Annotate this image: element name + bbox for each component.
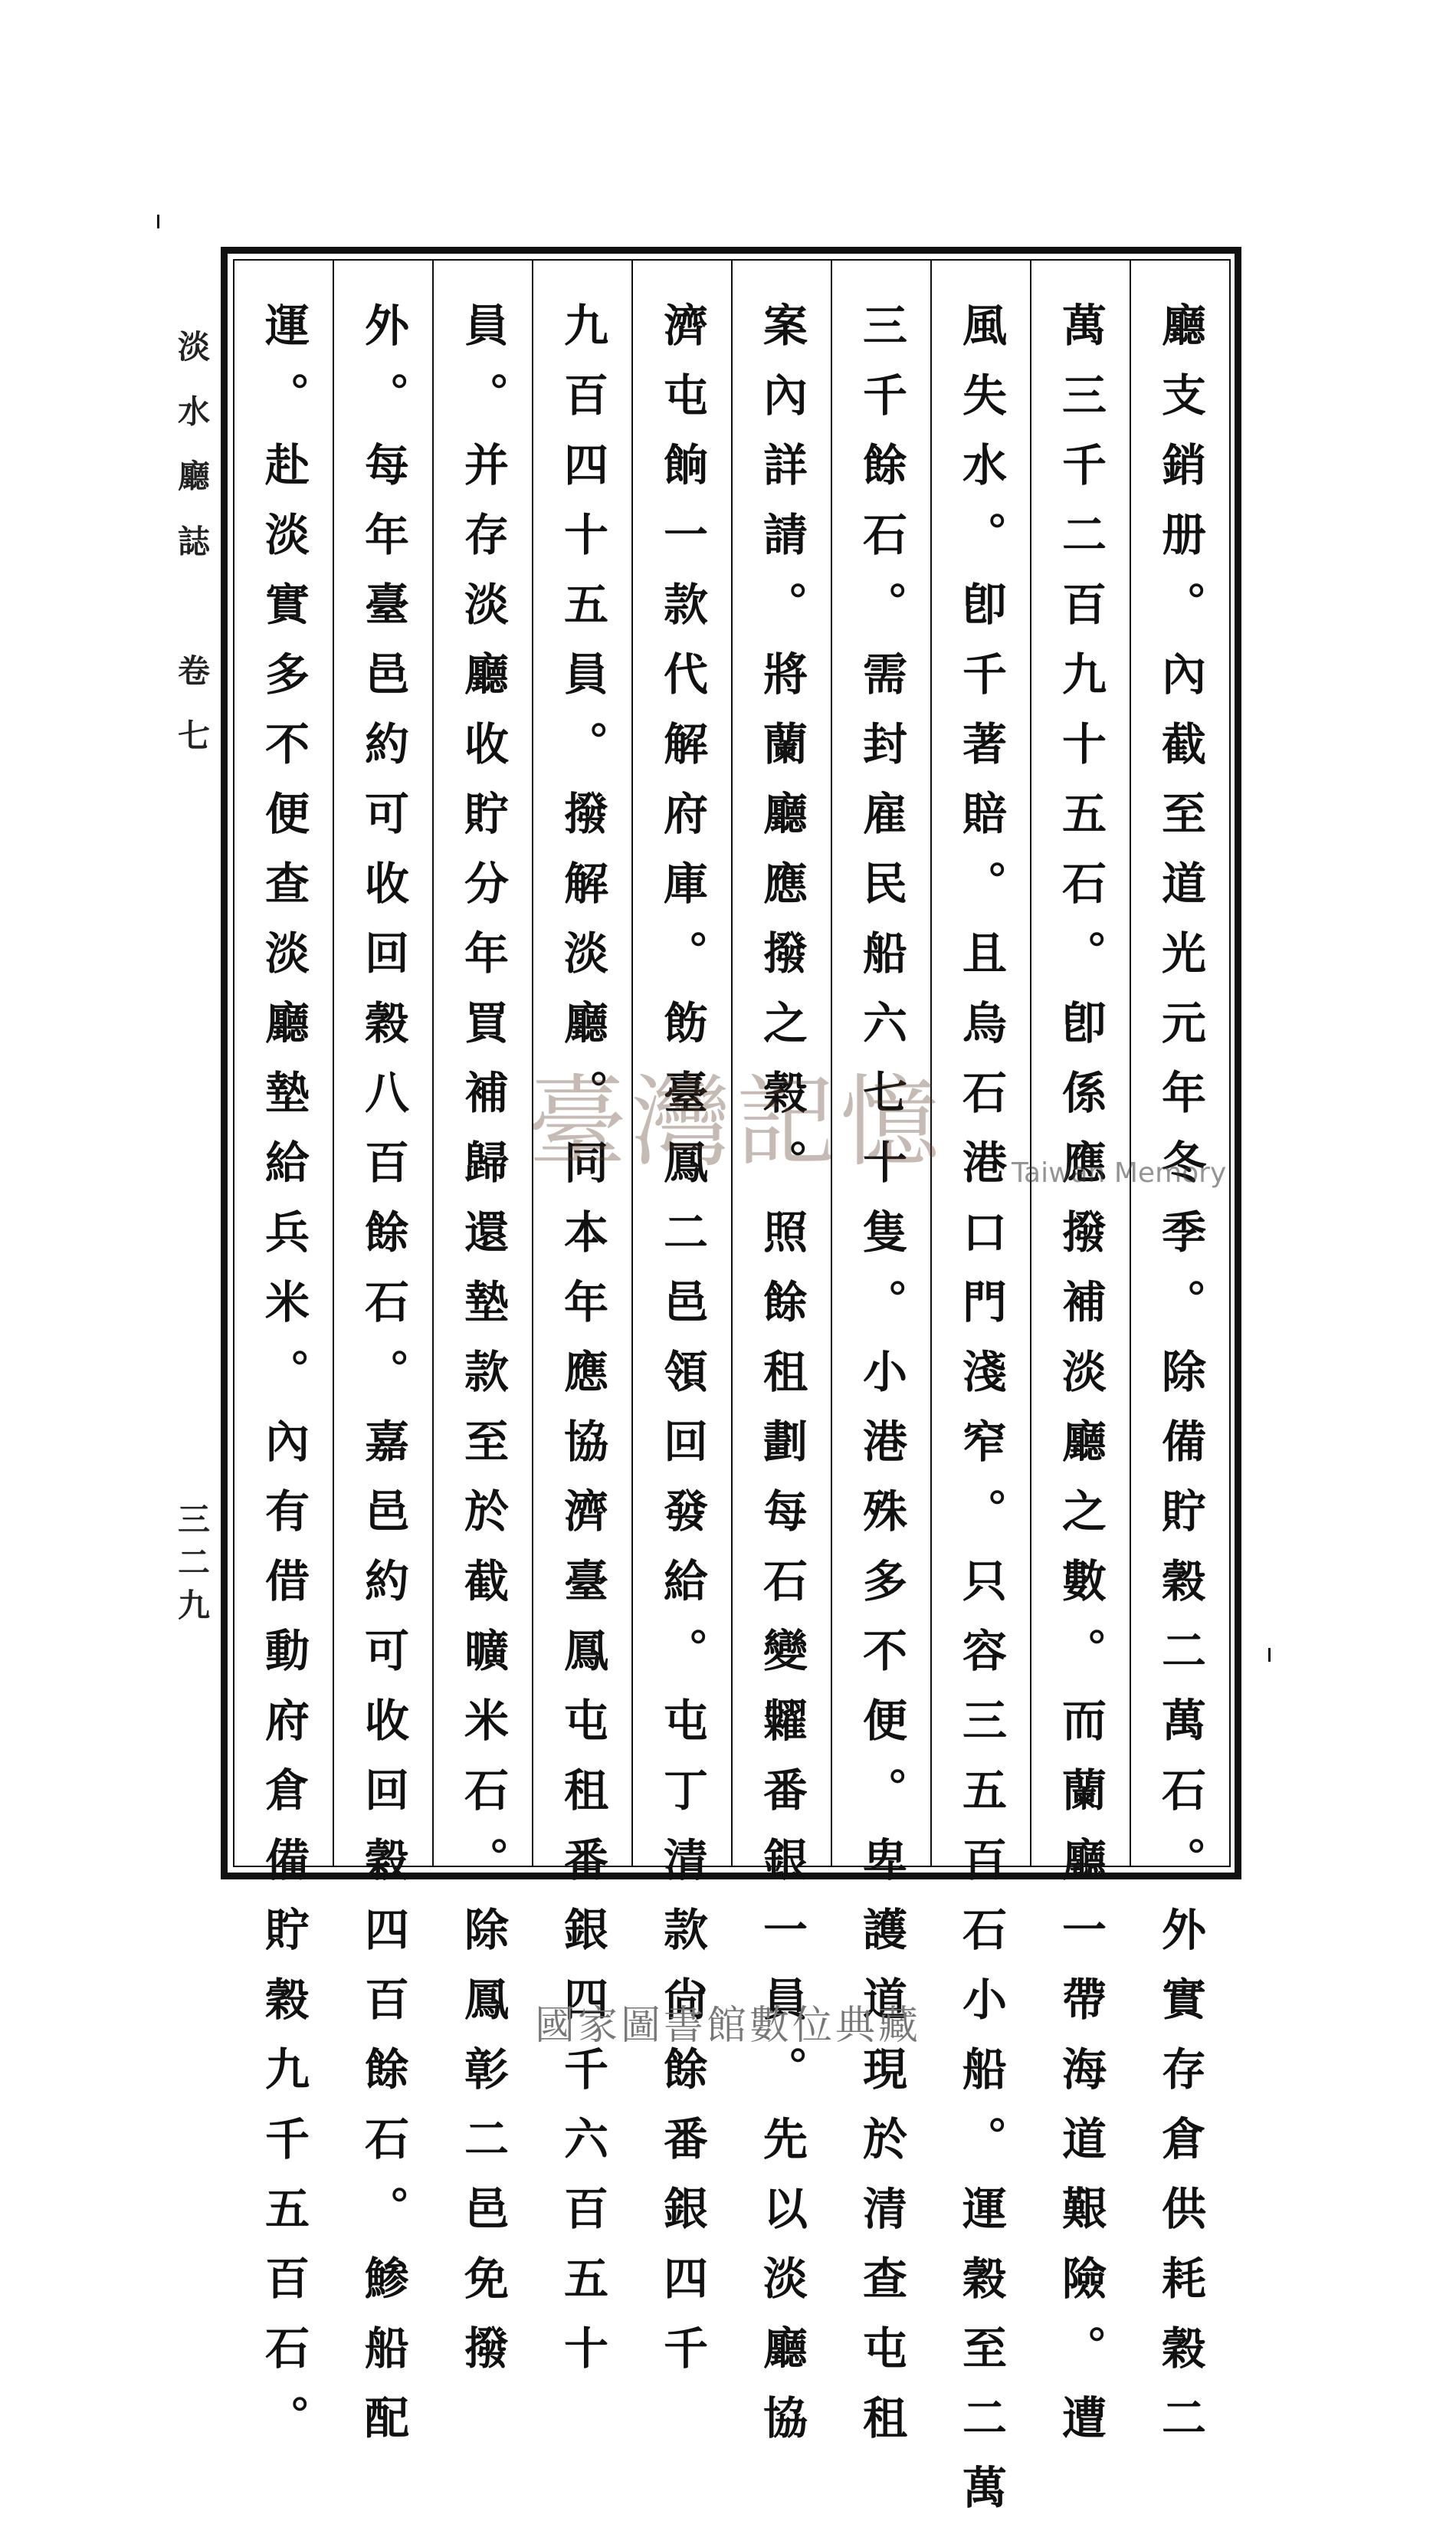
column-text: 濟屯餉一款代解府庫。飭臺鳳二邑領回發給。屯丁清款尙餘番銀四千 (656, 302, 708, 2394)
text-column (333, 261, 432, 2464)
watermark-subtitle: Taiwan Memory (1012, 1157, 1227, 1189)
crop-mark (157, 215, 159, 228)
column-text: 案內詳請。將蘭廳應撥之穀。照餘租劃每石變糶番銀一員。先以淡廳協 (756, 302, 808, 2464)
column-text: 三千餘石。需封雇民船六七十隻。小港殊多不便。卑護道現於清查屯租 (855, 302, 907, 2464)
column-text: 九百四十五員。撥解淡廳。同本年應協濟臺鳳屯租番銀四千六百五十 (556, 302, 608, 2394)
running-title: 淡 水 廳 誌 卷 七 (173, 330, 211, 762)
text-column (930, 261, 1030, 2534)
column-text: 風失水。卽千著賠。且烏石港口門淺窄。只容三五百石小船。運穀至二萬 (955, 302, 1007, 2534)
text-column (234, 261, 333, 2464)
text-column (432, 261, 532, 2394)
crop-mark (1268, 1648, 1271, 1662)
column-text: 員。并存淡廳收貯分年買補歸還墊款至於截曠米石。除鳳彰二邑免撥 (457, 302, 509, 2394)
text-column (1030, 261, 1130, 2464)
column-text: 廳支銷册。內截至道光元年冬季。除備貯穀二萬石。外實存倉供耗穀二 (1154, 302, 1206, 2464)
text-column (1130, 261, 1229, 2464)
watermark-logo: 臺灣記憶 (526, 1064, 945, 1180)
page-number: 三二九 (173, 1502, 211, 1631)
column-text: 外。每年臺邑約可收回穀八百餘石。嘉邑約可收回穀四百餘石。鯵船配 (357, 302, 409, 2464)
column-text: 運。赴淡實多不便查淡廳墊給兵米。內有借動府倉備貯穀九千五百石。 (257, 302, 310, 2464)
footer-credit: 國家圖書館數位典藏 (534, 2003, 921, 2049)
column-text: 萬三千二百九十五石。卽係應撥補淡廳之數。而蘭廳一帶海道艱險。遭 (1054, 302, 1107, 2464)
